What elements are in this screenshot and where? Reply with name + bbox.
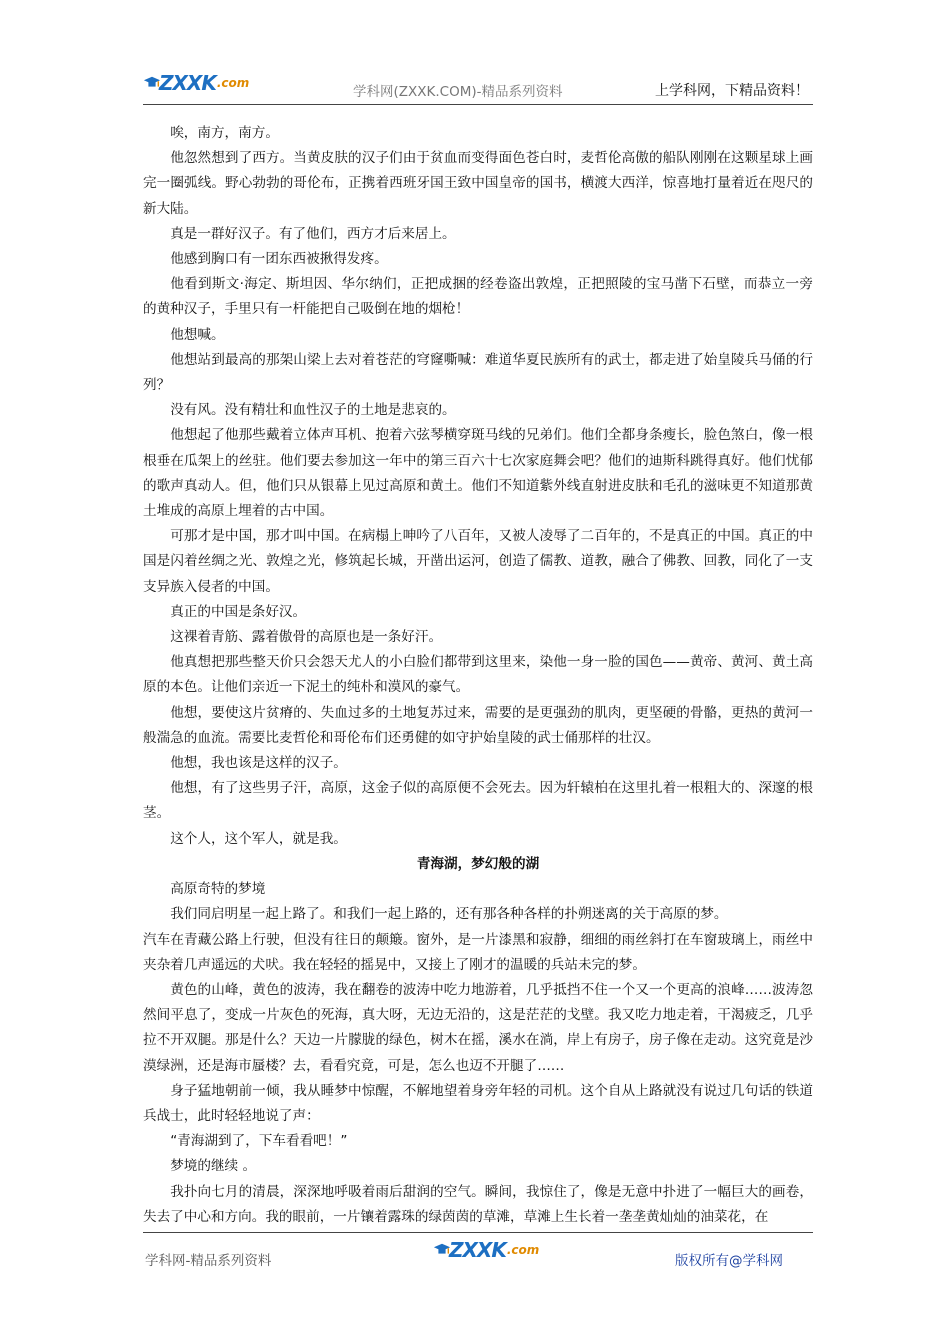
paragraph: 真正的中国是条好汉。 — [170, 603, 307, 620]
paragraph: 可那才是中国，那才叫中国。在病榻上呻吟了八百年，又被人凌辱了二百年的，不是真正的中国。真正的中国是闪着丝绸之光、敦煌之光，修筑起长城，开凿出运河，创造了儒教、道教，融合了佛教、回教，同化了一支支异族入侵者的中国。 — [143, 528, 813, 595]
paragraph: 他看到斯文·海定、斯坦因、华尔纳们，正把成捆的经卷盗出敦煌，正把照陵的宝马凿下石壁，而恭立一旁的黄种汉子，手里只有一杆能把自己吸倒在地的烟枪！ — [143, 276, 813, 318]
section-title: 青海湖，梦幻般的湖 — [416, 855, 540, 872]
logo-text: ZXXK — [159, 71, 216, 95]
paragraph: “青海湖到了，下车看看吧！” — [170, 1133, 348, 1150]
footer-site-label: 学科网-精品系列资料 — [145, 1253, 272, 1269]
paragraph: 黄色的山峰，黄色的波涛，我在翻卷的波涛中吃力地游着，几乎抵挡不住一个又一个更高的浪峰……波涛忽然间平息了，变成一片灰色的死海，真大呀，无边无沿的，这是茫茫的戈壁。我又吃力地走着，干渴疲乏，几乎拉不开双腿。那是什么？天边一片朦胧的绿色，树木在摇，溪水在淌，岸上有房子，房子像在走动。这究竟是沙漠绿洲，还是海市蜃楼？去，看看究竟，可是，怎么也迈不开腿了…… — [143, 981, 813, 1074]
paragraph: 他想起了他那些戴着立体声耳机、抱着六弦琴横穿斑马线的兄弟们。他们全都身条瘦长，脸色煞白，像一根根垂在瓜架上的丝驻。他们要去参加这一年中的第三百六十七次家庭舞会吧？他们的迪斯科跳得真好。他们忧郁的歌声真动人。但，他们只从银幕上见过高原和黄土。他们不知道紫外线直射进皮肤和毛孔的滋味更不知道那黄土堆成的高原上埋着的古中国。 — [143, 427, 813, 520]
paragraph: 梦境的继续 。 — [170, 1158, 257, 1175]
header-site-title: 学科网(ZXXK.COM)-精品系列资料 — [353, 84, 563, 100]
footer-copyright-link[interactable]: 版权所有@学科网 — [675, 1253, 783, 1269]
paragraph: 他想站到最高的那架山梁上去对着苍茫的穹窿嘶喊：难道华夏民族所有的武士，都走进了始皇陵兵马俑的行列？ — [143, 351, 813, 394]
article-part-2 — [143, 877, 813, 927]
logo-domain: .com — [216, 76, 250, 90]
paragraph: 这裸着青筋、露着傲骨的高原也是一条好汗。 — [170, 629, 443, 646]
logo-domain: .com — [506, 1243, 540, 1257]
paragraph: 他感到胸口有一团东西被揪得发疼。 — [170, 251, 388, 268]
paragraph: 汽车在青藏公路上行驶，但没有往日的颠簸。窗外，是一片漆黑和寂静，细细的雨丝斜打在车窗玻璃上，雨丝中夹杂着几声遥远的犬吠。我在轻轻的摇晃中，又接上了刚才的温暖的兵站未完的梦。 — [143, 931, 813, 973]
paragraph: 我们同启明星一起上路了。和我们一起上路的，还有那各种各样的扑朔迷离的关于高原的梦。 — [170, 906, 728, 923]
paragraph: 这个人，这个军人，就是我。 — [170, 830, 347, 847]
page-footer — [143, 1232, 813, 1273]
paragraph: 真是一群好汉子。有了他们，西方才后来居上。 — [170, 225, 456, 242]
article-part-3 — [143, 978, 813, 1230]
paragraph: 身子猛地朝前一倾，我从睡梦中惊醒，不解地望着身旁年轻的司机。这个自从上路就没有说过几句话的铁道兵战士，此时轻轻地说了声： — [143, 1082, 813, 1124]
page-header — [143, 64, 813, 105]
paragraph: 他想，要使这片贫瘠的、失血过多的土地复苏过来，需要的是更强劲的肌肉，更坚硬的骨骼，更热的黄河一般湍急的血流。需要比麦哲伦和哥伦布们还勇健的如守护始皇陵的武士俑那样的壮汉。 — [143, 704, 813, 746]
logo-text: ZXXK — [449, 1238, 506, 1262]
paragraph: 唉，南方，南方。 — [170, 125, 279, 141]
header-slogan: 上学科网，下精品资料！ — [655, 83, 809, 99]
paragraph: 我扑向七月的清晨，深深地呼吸着雨后甜润的空气。瞬间，我惊住了，像是无意中扑进了一幅巨大的画卷，失去了中心和方向。我的眼前，一片镶着露珠的绿茵茵的草滩，草滩上生长着一垄垄黄灿灿的油菜花，在 — [143, 1183, 813, 1225]
article-body — [143, 121, 813, 1230]
paragraph: 他想，有了这些男子汗，高原，这金子似的高原便不会死去。因为轩辕柏在这里扎着一根粗大的、深邃的根茎。 — [143, 780, 813, 822]
paragraph: 他想，我也该是这样的汉子。 — [170, 755, 347, 772]
paragraph: 没有风。没有精壮和血性汉子的土地是悲哀的。 — [170, 402, 456, 419]
footer-zxxk-logo — [433, 1233, 539, 1267]
zxxk-logo — [143, 66, 249, 100]
paragraph: 他想喊。 — [170, 326, 225, 343]
paragraph: 他真想把那些整天价只会怨天尤人的小白脸们都带到这里来，染他一身一脸的国色——黄帝、黄河、黄土高原的本色。让他们亲近一下泥土的纯朴和漠风的豪气。 — [143, 654, 813, 696]
article-part-1 — [143, 121, 813, 852]
paragraph: 高原奇特的梦境 — [170, 881, 266, 898]
paragraph: 他忽然想到了西方。当黄皮肤的汉子们由于贫血而变得面色苍白时，麦哲伦高傲的船队刚刚在这颗星球上画完一圈弧线。野心勃勃的哥伦布，正携着西班牙国王致中国皇帝的国书，横渡大西洋，惊喜地打量着近在咫尺的新大陆。 — [143, 150, 813, 217]
